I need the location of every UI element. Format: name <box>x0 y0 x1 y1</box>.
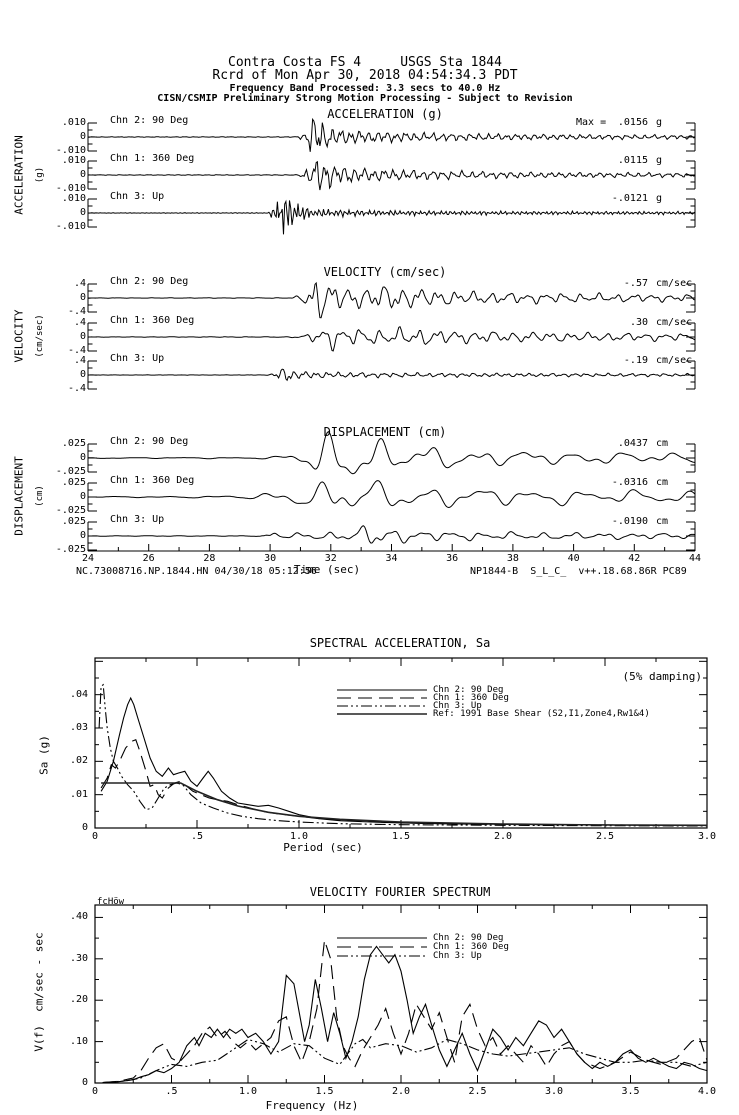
legend-label: Ref: 1991 Base Shear (S2,I1,Zone4,Rw1&4) <box>433 709 650 719</box>
legend-label: Chn 2: 90 Deg <box>433 685 504 695</box>
y-tick-label: 0 <box>79 131 86 142</box>
time-tick-label: 26 <box>142 553 155 564</box>
fourier-x-tick-label: 0 <box>91 1086 99 1097</box>
y-tick-label: 0 <box>79 491 86 502</box>
fourier-y-tick-label: 0 <box>81 1077 88 1088</box>
y-tick-label: -.010 <box>55 145 86 156</box>
time-tick-label: 28 <box>203 553 216 564</box>
fourier-x-axis-label: Frequency (Hz) <box>265 1099 359 1112</box>
acceleration-axis-unit: (g) <box>34 166 45 184</box>
y-tick-label: .4 <box>73 317 86 328</box>
time-tick-label: 36 <box>446 553 459 564</box>
time-tick-label: 32 <box>324 553 337 564</box>
y-tick-label: .4 <box>73 278 86 289</box>
sa-series-3 <box>101 783 707 825</box>
channel-label: Chn 1: 360 Deg <box>110 475 195 486</box>
max-unit-label: g <box>656 117 663 128</box>
time-tick-label: 34 <box>385 553 398 564</box>
sa-y-tick-label: .04 <box>69 688 88 700</box>
acceleration-axis-label: ACCELERATION <box>12 135 26 215</box>
fourier-x-tick-label: 3.5 <box>621 1086 640 1097</box>
y-tick-label: .010 <box>61 193 86 204</box>
max-unit-label: cm/sec <box>656 317 693 328</box>
corner-frequency-marker: fcHöw <box>97 897 125 907</box>
displacement-axis-label: DISPLACEMENT <box>12 456 26 536</box>
max-unit-label: cm <box>656 438 669 449</box>
channel-label: Chn 3: Up <box>110 353 165 364</box>
displacement-axis-unit: (cm) <box>34 485 45 507</box>
max-unit-label: cm <box>656 516 669 527</box>
station-title: Contra Costa FS 4 USGS Sta 1844 <box>228 55 502 70</box>
sa-series-2 <box>99 685 707 826</box>
fourier-y-axis-label: V(f) cm/sec - sec <box>32 932 46 1052</box>
displacement-panel-title: DISPLACEMENT (cm) <box>323 425 447 439</box>
frequency-band-note: Frequency Band Processed: 3.3 secs to 40.0 Hz <box>229 83 501 94</box>
y-tick-label: -.010 <box>55 183 86 194</box>
channel-label: Chn 2: 90 Deg <box>110 115 189 126</box>
y-tick-label: .025 <box>61 516 86 527</box>
max-prefix-label: Max = <box>576 117 607 128</box>
y-tick-label: .025 <box>61 438 86 449</box>
damping-note: (5% damping) <box>622 670 702 683</box>
y-tick-label: .025 <box>61 477 86 488</box>
fourier-x-tick-label: 4.0 <box>697 1086 717 1097</box>
y-tick-label: -.010 <box>55 221 86 232</box>
fourier-y-tick-label: .20 <box>69 994 88 1006</box>
y-tick-label: -.025 <box>55 544 86 555</box>
max-value-label: .30 <box>629 317 648 328</box>
y-tick-label: .010 <box>61 117 86 128</box>
channel-label: Chn 2: 90 Deg <box>110 276 189 287</box>
max-value-label: -.0316 <box>611 477 648 488</box>
sa-x-tick-label: 2.5 <box>595 831 615 842</box>
fourier-y-tick-label: .40 <box>69 911 88 923</box>
sa-x-tick-label: 1.0 <box>289 831 309 842</box>
max-value-label: -.0190 <box>611 516 648 527</box>
y-tick-label: 0 <box>79 169 86 180</box>
max-value-label: .0437 <box>617 438 648 449</box>
fourier-x-tick-label: 1.0 <box>238 1086 258 1097</box>
max-unit-label: g <box>656 155 663 166</box>
time-tick-label: 40 <box>567 553 580 564</box>
sa-y-axis-label: Sa (g) <box>37 735 51 775</box>
velocity-axis-label: VELOCITY <box>12 309 26 363</box>
legend-label: Chn 3: Up <box>433 701 482 711</box>
max-value-label: -.19 <box>623 355 648 366</box>
processing-disclaimer: CISN/CSMIP Preliminary Strong Motion Processing - Subject to Revision <box>157 93 573 104</box>
y-tick-label: 0 <box>79 530 86 541</box>
max-unit-label: cm/sec <box>656 355 693 366</box>
fourier-chart-title: VELOCITY FOURIER SPECTRUM <box>309 885 491 899</box>
channel-label: Chn 1: 360 Deg <box>110 153 195 164</box>
y-tick-label: -.4 <box>67 383 86 394</box>
time-tick-label: 44 <box>688 553 702 564</box>
trace-velocity-chn3 <box>88 369 695 380</box>
sa-x-tick-label: 1.5 <box>391 831 411 842</box>
sa-x-tick-label: 0 <box>91 831 99 842</box>
processing-version-footer: NP1844-B S_L_C_ v++.18.68.86R PC89 <box>470 566 687 577</box>
fourier-x-tick-label: 3.0 <box>544 1086 564 1097</box>
y-tick-label: 0 <box>79 331 86 342</box>
channel-label: Chn 3: Up <box>110 191 165 202</box>
max-unit-label: g <box>656 193 663 204</box>
sa-x-tick-label: 2.0 <box>493 831 513 842</box>
time-tick-label: 42 <box>628 553 641 564</box>
record-datetime: Rcrd of Mon Apr 30, 2018 04:54:34.3 PDT <box>212 68 518 83</box>
max-value-label: .0115 <box>617 155 648 166</box>
sa-chart-title: SPECTRAL ACCELERATION, Sa <box>309 636 491 650</box>
time-tick-label: 24 <box>81 553 95 564</box>
fourier-x-tick-label: 2.5 <box>468 1086 487 1097</box>
trace-displacement-chn3 <box>88 526 695 543</box>
time-axis-label: Time (sec) <box>293 563 361 576</box>
legend-label: Chn 2: 90 Deg <box>433 933 504 943</box>
velocity-panel-title: VELOCITY (cm/sec) <box>323 265 447 279</box>
max-value-label: -.0121 <box>611 193 648 204</box>
sa-y-tick-label: .01 <box>69 788 88 800</box>
time-tick-label: 30 <box>264 553 277 564</box>
y-tick-label: 0 <box>79 369 86 380</box>
fourier-x-tick-label: .5 <box>165 1086 178 1097</box>
fourier-x-tick-label: 2.0 <box>391 1086 411 1097</box>
fourier-series-1 <box>103 940 707 1082</box>
channel-label: Chn 2: 90 Deg <box>110 436 189 447</box>
y-tick-label: -.4 <box>67 306 86 317</box>
y-tick-label: 0 <box>79 292 86 303</box>
max-value-label: .0156 <box>617 117 648 128</box>
y-tick-label: -.025 <box>55 505 86 516</box>
y-tick-label: .010 <box>61 155 86 166</box>
max-value-label: -.57 <box>623 278 648 289</box>
legend-label: Chn 1: 360 Deg <box>433 693 509 703</box>
legend-label: Chn 3: Up <box>433 951 482 961</box>
y-tick-label: -.4 <box>67 345 86 356</box>
time-tick-label: 38 <box>506 553 519 564</box>
sa-x-axis-label: Period (sec) <box>283 841 363 854</box>
fourier-y-tick-label: .30 <box>69 952 88 964</box>
acceleration-panel-title: ACCELERATION (g) <box>327 107 443 121</box>
fourier-frame <box>95 905 707 1083</box>
channel-label: Chn 3: Up <box>110 514 165 525</box>
max-unit-label: cm/sec <box>656 278 693 289</box>
sa-y-tick-label: .03 <box>69 722 88 733</box>
y-tick-label: .4 <box>73 355 86 366</box>
y-tick-label: -.025 <box>55 466 86 477</box>
sa-x-tick-label: 3.0 <box>697 831 717 842</box>
trace-acceleration-chn3 <box>88 200 695 234</box>
y-tick-label: 0 <box>79 452 86 463</box>
record-id-footer: NC.73008716.NP.1844.HN 04/30/18 05:12:56 <box>76 566 317 577</box>
sa-y-tick-label: 0 <box>81 822 88 833</box>
fourier-x-tick-label: 1.5 <box>315 1086 334 1097</box>
max-unit-label: cm <box>656 477 669 488</box>
sa-y-tick-label: .02 <box>69 755 88 767</box>
legend-label: Chn 1: 360 Deg <box>433 942 509 952</box>
y-tick-label: 0 <box>79 207 86 218</box>
trace-velocity-chn1 <box>88 327 695 351</box>
fourier-y-tick-label: .10 <box>69 1035 88 1047</box>
velocity-axis-unit: (cm/sec) <box>34 314 45 358</box>
sa-x-tick-label: .5 <box>190 831 204 842</box>
channel-label: Chn 1: 360 Deg <box>110 315 195 326</box>
